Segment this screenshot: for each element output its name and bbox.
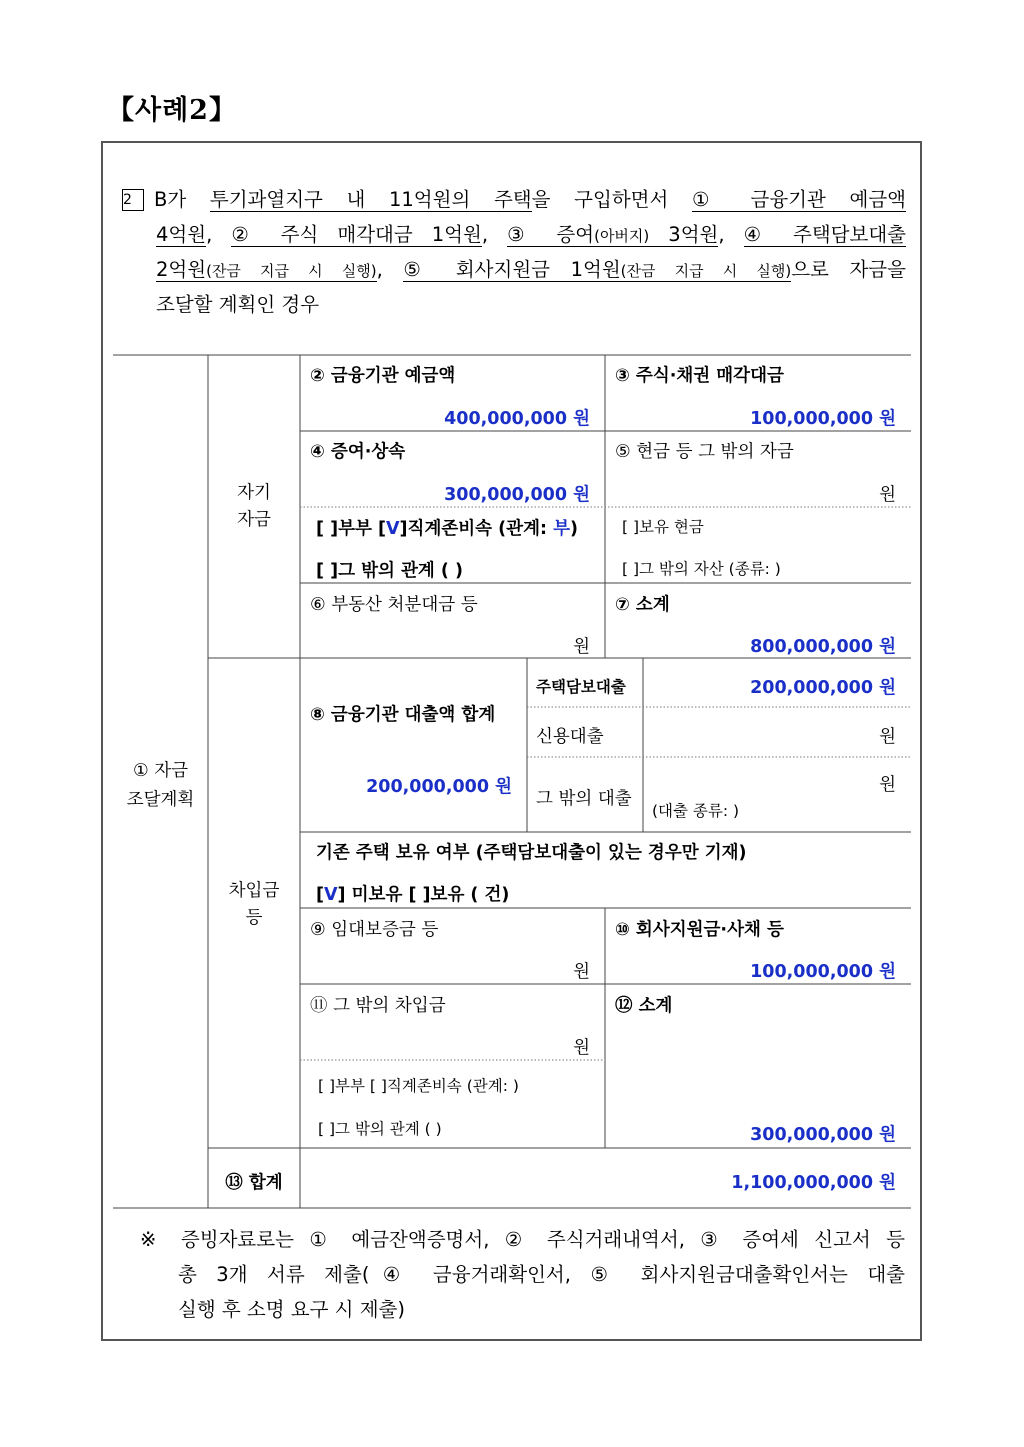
loan-total-value: 200,000,000 원 (366, 777, 512, 797)
intro-text: 으로 자금을 (791, 258, 906, 281)
house-ownership-answer (316, 881, 509, 906)
credit-loan-value: 원 (879, 727, 896, 747)
borrow-subtotal-value: 300,000,000 원 (750, 1125, 896, 1145)
note-line-2: 총 3개 서류 제출(④ 금융거래확인서, ⑤ 회사지원금대출확인서는 대출 (178, 1263, 905, 1286)
realestate-label: ⑥ 부동산 처분대금 등 (310, 595, 478, 615)
intro-text: , (206, 223, 232, 246)
other-borrowing-value: 원 (573, 1038, 590, 1058)
note-line-1: ※ 증빙자료로는 ① 예금잔액증명서, ② 주식거래내역서, ③ 증여세 신고서 등 (140, 1228, 905, 1251)
relation-text: [ ]부부 [ (316, 519, 386, 539)
checkmark: V (386, 519, 400, 539)
evidence-note (140, 1222, 905, 1327)
stock-sale-label: ③ 주식·채권 매각대금 (615, 366, 784, 386)
underlined-text: ② 주식 매각대금 1억원 (231, 223, 482, 246)
page-heading: 【사례2】 (107, 95, 237, 126)
borrowings-label (208, 878, 300, 932)
gift-relation-line-2: [ ]그 밖의 관계 ( ) (316, 561, 463, 581)
deposit-value: 400,000,000 원 (444, 409, 590, 429)
underlined-text: 투기과열지구 내 11억원의 주택 (209, 188, 532, 211)
intro-text: 3억원 (649, 223, 719, 246)
note-line-3: 실행 후 소명 요구 시 제출) (178, 1298, 405, 1321)
intro-text: ③ 증여 (507, 223, 595, 246)
other-borrowing-label: ⑪ 그 밖의 차입금 (310, 996, 446, 1016)
label-line: 차입금 (228, 881, 280, 901)
mortgage-label: 주택담보대출 (536, 678, 626, 696)
other-loan-label: 그 밖의 대출 (536, 789, 632, 809)
mortgage-value: 200,000,000 원 (750, 678, 896, 698)
relation-value: 부 (553, 519, 570, 539)
other-asset-option: [ ]그 밖의 자산 (종류: ) (622, 560, 781, 578)
gift-label: ④ 증여·상속 (310, 442, 406, 462)
cash-holding-option: [ ]보유 현금 (622, 518, 704, 536)
underlined-text: ④ 주택담보대출 (743, 223, 907, 246)
own-funds-label (208, 480, 300, 534)
other-cash-label: ⑤ 현금 등 그 밖의 자금 (615, 442, 794, 462)
intro-text: (잔금 지급 시 실행) (206, 262, 377, 280)
funding-plan-label (113, 757, 208, 815)
boxed-number: 2 (122, 189, 144, 211)
company-support-value: 100,000,000 원 (750, 962, 896, 982)
relation-text: ) (569, 519, 578, 539)
realestate-value: 원 (573, 637, 590, 657)
own-subtotal-value: 800,000,000 원 (750, 637, 896, 657)
answer-text: ] 미보유 [ ]보유 ( 건) (337, 885, 510, 905)
relation-text: ]직계존비속 (관계: (399, 519, 554, 539)
label-line: 자금 (237, 510, 271, 530)
intro-line-4: 조달할 계획인 경우 (156, 293, 320, 316)
other-loan-value: 원 (879, 775, 896, 795)
label-line: ① 자금 (132, 761, 189, 781)
grand-total-value: 1,100,000,000 원 (731, 1173, 896, 1193)
own-subtotal-label: ⑦ 소계 (615, 595, 670, 615)
grand-total-label: ⑬ 합계 (225, 1173, 283, 1193)
label-line: 등 (245, 908, 263, 928)
intro-text: B가 (154, 188, 210, 211)
lease-deposit-label: ⑨ 임대보증금 등 (310, 920, 439, 940)
lease-deposit-value: 원 (573, 962, 590, 982)
intro-text: , (376, 258, 404, 281)
borrow-subtotal-label: ⑫ 소계 (615, 996, 673, 1016)
intro-text: , (718, 223, 744, 246)
other-cash-value: 원 (879, 485, 896, 505)
label-line: 자기 (237, 483, 271, 503)
borrow-relation-line-2: [ ]그 밖의 관계 ( ) (318, 1120, 442, 1138)
label-line: 조달계획 (126, 790, 195, 810)
house-ownership-question: 기존 주택 보유 여부 (주택담보대출이 있는 경우만 기재) (316, 843, 747, 863)
intro-text: , (481, 223, 508, 246)
intro-text: 2억원 (156, 258, 207, 281)
intro-text: (잔금 지급 시 실행) (620, 262, 792, 280)
intro-text: ⑤ 회사지원금 1억원 (403, 258, 621, 281)
loan-type-field: (대출 종류: ) (652, 802, 740, 820)
deposit-label: ② 금융기관 예금액 (310, 366, 456, 386)
credit-loan-label: 신용대출 (536, 727, 604, 747)
gift-value: 300,000,000 원 (444, 485, 590, 505)
loan-total-label: ⑧ 금융기관 대출액 합계 (310, 705, 496, 725)
gift-relation-line-1 (316, 515, 578, 540)
underlined-text: ① 금융기관 예금액 (691, 188, 907, 211)
intro-text: (아버지) (594, 227, 650, 245)
answer-text: [ (316, 885, 324, 905)
checkmark: V (324, 885, 338, 905)
stock-sale-value: 100,000,000 원 (750, 409, 896, 429)
borrow-relation-line-1: [ ]부부 [ ]직계존비속 (관계: ) (318, 1077, 519, 1095)
underlined-text: 4억원 (156, 223, 207, 246)
intro-text: 을 구입하면서 (531, 188, 692, 211)
company-support-label: ⑩ 회사지원금·사채 등 (615, 920, 784, 940)
